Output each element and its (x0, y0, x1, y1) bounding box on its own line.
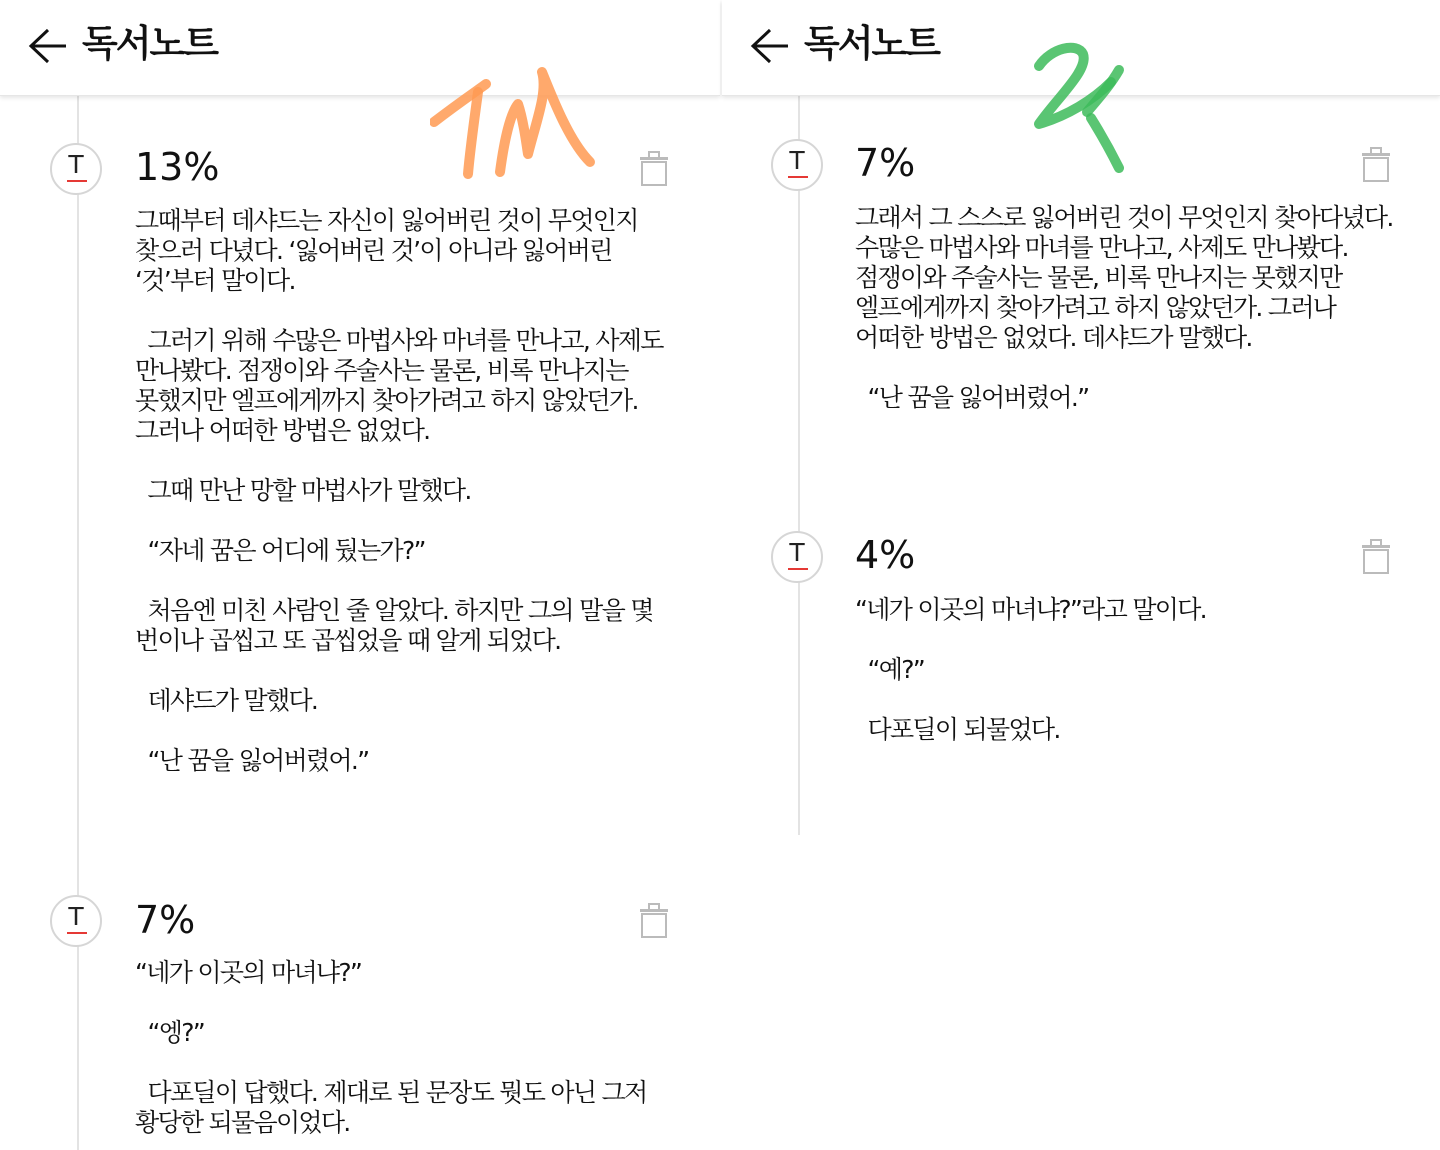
trash-icon (637, 903, 671, 939)
note-item[interactable] (0, 892, 720, 1150)
note-percent: 13% (135, 145, 220, 189)
delete-button[interactable] (637, 151, 671, 187)
note-text: “네가 이곳의 마녀냐?”라고 말이다. “예?” 다포딜이 되물었다. (855, 595, 1206, 744)
screen-right (722, 0, 1440, 1150)
note-item[interactable] (0, 140, 720, 800)
text-note-icon: T (50, 895, 102, 947)
back-button[interactable] (750, 27, 790, 65)
arrow-left-icon (750, 27, 790, 65)
note-percent: 7% (855, 141, 916, 185)
trash-icon (1359, 539, 1393, 575)
text-note-icon: T (50, 143, 102, 195)
delete-button[interactable] (1359, 147, 1393, 183)
text-note-icon: T (771, 139, 823, 191)
trash-icon (637, 151, 671, 187)
note-text: “네가 이곳의 마녀냐?” “엥?” 다포딜이 답했다. 제대로 된 문장도 뭣도 아닌 그저 황당한 되물음이었다. (135, 958, 647, 1137)
delete-button[interactable] (637, 903, 671, 939)
note-percent: 4% (855, 533, 916, 577)
note-percent: 7% (135, 898, 196, 942)
back-button[interactable] (28, 27, 68, 65)
arrow-left-icon (28, 27, 68, 65)
trash-icon (1359, 147, 1393, 183)
note-text: 그래서 그 스스로 잃어버린 것이 무엇인지 찾아다녔다. 수많은 마법사와 마녀를 만나고, 사제도 만나봤다. 점쟁이와 주술사는 물론, 비록 만나지는 못했지만 엘프에게까지 찾아가려고 하지 않았던가. 그러나 어떠한 방법은 없었다. 데샤드가 말했다. “난 꿈을 잃어버렸어.” (855, 203, 1393, 412)
text-note-icon: T (771, 531, 823, 583)
note-text: 그때부터 데샤드는 자신이 잃어버린 것이 무엇인지 찾으러 다녔다. ‘잃어버린 것’이 아니라 잃어버린 ‘것’부터 말이다. 그러기 위해 수많은 마법사와 마녀를 만나고, 사제도 만나봤다. 점쟁이와 주술사는 물론, 비록 만나지는 못했지만 엘프에게까지 찾아가려고 하지 않았던가. 그러나 어떠한 방법은 없었다. 그때 만난 망할 마법사가 말했다. “자네 꿈은 어디에 뒀는가?” 처음엔 미친 사람인 줄 알았다. 하지만 그의 말을 몇 번이나 곱씹고 또 곱씹었을 때 알게 되었다. 데샤드가 말했다. “난 꿈을 잃어버렸어.” (135, 206, 663, 775)
app-header (722, 0, 1440, 96)
delete-button[interactable] (1359, 539, 1393, 575)
note-item[interactable] (722, 528, 1440, 768)
note-item[interactable] (722, 136, 1440, 436)
page-title: 독서노트 (804, 22, 939, 65)
page-title: 독서노트 (82, 22, 217, 65)
app-header (0, 0, 720, 96)
